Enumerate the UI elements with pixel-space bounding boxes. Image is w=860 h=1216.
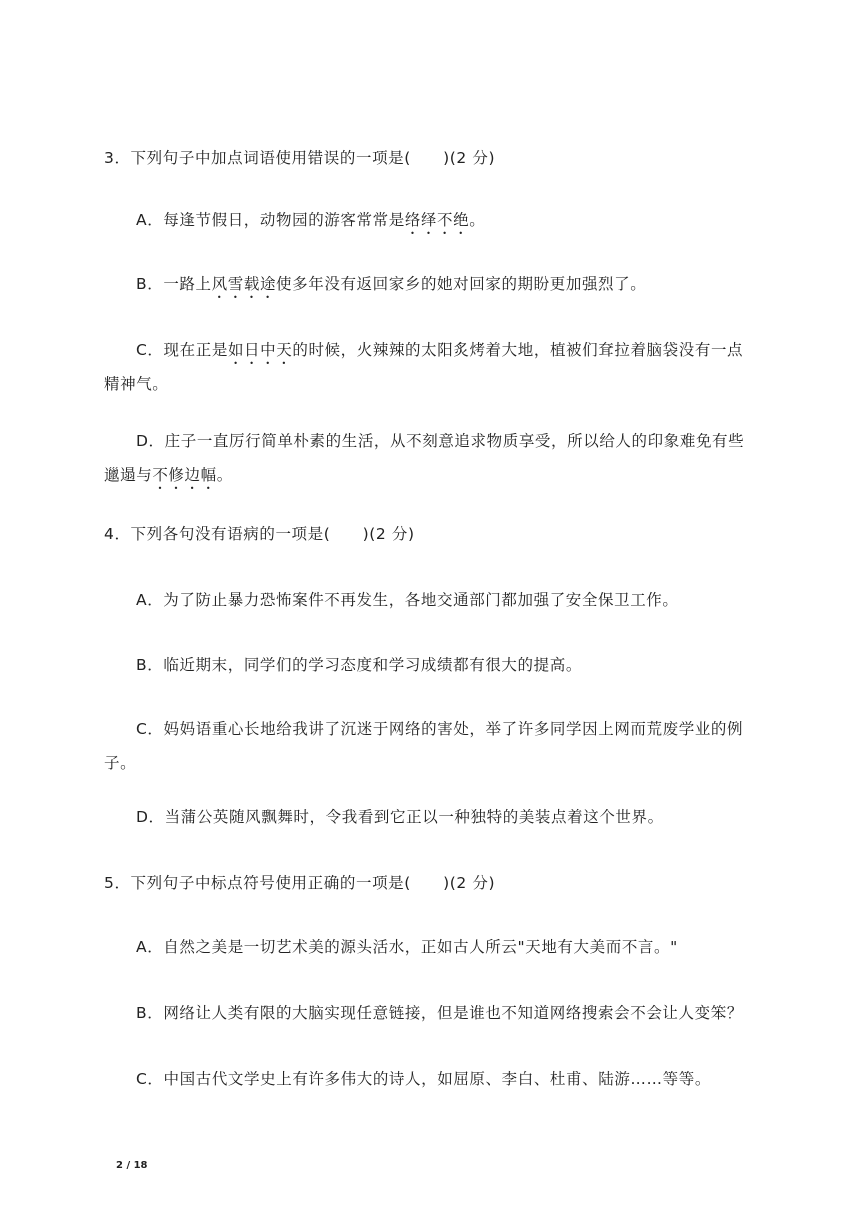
question-3-option-c-continuation: 精神气。: [104, 375, 169, 393]
question-3-option-b: [136, 274, 646, 302]
option-text: 。: [216, 466, 233, 484]
emphasized-phrase: 不修边幅: [152, 466, 217, 484]
question-3-option-d-continuation: [104, 465, 233, 493]
question-5-stem: 5．下列句子中标点符号使用正确的一项是( )(2 分): [104, 874, 496, 892]
question-4-option-c: C．妈妈语重心长地给我讲了沉迷于网络的害处，举了许多同学因上网而荒废学业的例: [136, 720, 744, 738]
question-4-stem: 4．下列各句没有语病的一项是( )(2 分): [104, 525, 415, 543]
emphasized-phrase: 风雪载途: [211, 275, 277, 293]
emphasized-phrase: 如日中天: [227, 341, 293, 359]
question-5-option-a: A．自然之美是一切艺术美的源头活水，正如古人所云"天地有大美而不言。": [136, 938, 678, 956]
option-text: C．现在正是: [136, 341, 228, 359]
question-4-option-b: B．临近期末，同学们的学习态度和学习成绩都有很大的提高。: [136, 656, 582, 674]
option-text: 邋遢与: [104, 466, 153, 484]
question-5-option-c: C．中国古代文学史上有许多伟大的诗人，如屈原、李白、杜甫、陆游……等等。: [136, 1070, 711, 1088]
option-text: 。: [469, 211, 486, 229]
question-5-option-b: B．网络让人类有限的大脑实现任意链接，但是谁也不知道网络搜索会不会让人变笨？: [136, 1004, 743, 1022]
question-3-option-d: D．庄子一直厉行简单朴素的生活，从不刻意追求物质享受，所以给人的印象难免有些: [136, 432, 745, 450]
option-text: B．一路上: [136, 275, 212, 293]
question-4-option-d: D．当蒲公英随风飘舞时，令我看到它正以一种独特的美装点着这个世界。: [136, 808, 664, 826]
question-3-option-a: [136, 210, 485, 238]
option-text: 使多年没有返回家乡的她对回家的期盼更加强烈了。: [276, 275, 647, 293]
question-3-stem: 3．下列句子中加点词语使用错误的一项是( )(2 分): [104, 149, 496, 167]
question-4-option-a: A．为了防止暴力恐怖案件不再发生，各地交通部门都加强了安全保卫工作。: [136, 591, 679, 609]
question-3-option-c: [136, 340, 743, 368]
question-4-option-c-continuation: 子。: [104, 754, 137, 772]
page-number: 2 / 18: [116, 1160, 148, 1171]
option-text: 的时候，火辣辣的太阳炙烤着大地，植被们耷拉着脑袋没有一点: [292, 341, 744, 359]
emphasized-phrase: 络绎不绝: [404, 211, 470, 229]
option-text: A．每逢节假日，动物园的游客常常是: [136, 211, 405, 229]
